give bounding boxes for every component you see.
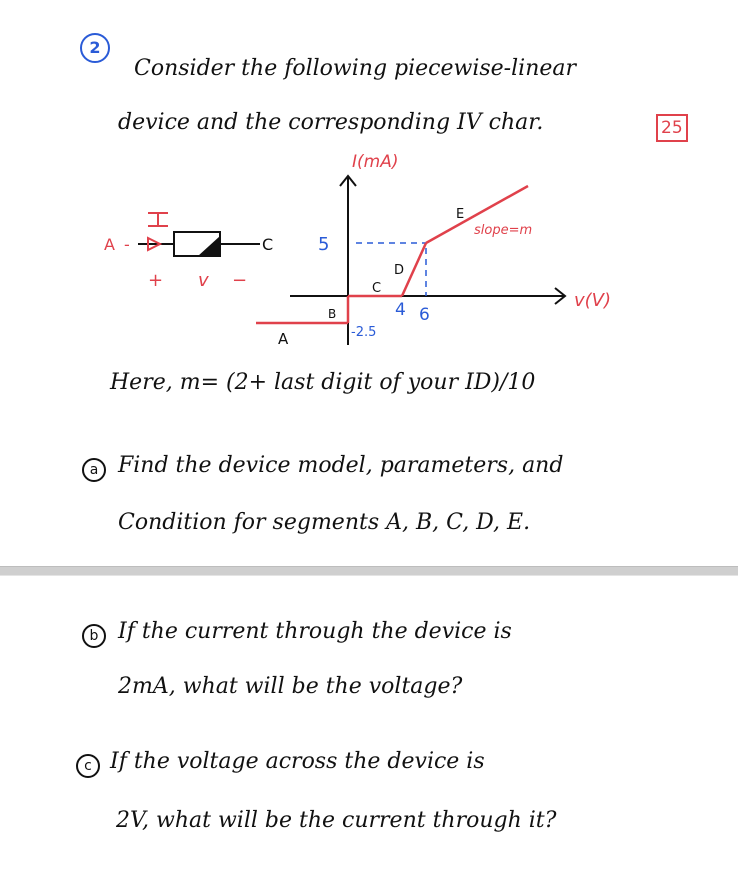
segment-e-label: E bbox=[456, 207, 465, 222]
terminal-a-label: A bbox=[104, 235, 115, 254]
page-lower-section bbox=[0, 576, 738, 884]
marks-badge: 25 bbox=[656, 114, 688, 142]
y-tick-5: 5 bbox=[318, 234, 330, 255]
slope-label: slope=m bbox=[474, 223, 533, 238]
question-number-badge: 2 bbox=[80, 33, 110, 63]
part-c-marker: c bbox=[76, 754, 100, 778]
segment-d-label: D bbox=[394, 263, 405, 278]
part-c-line-1: If the voltage across the device is bbox=[110, 749, 485, 774]
note-line: Here, m= (2+ last digit of your ID)/10 bbox=[110, 370, 536, 395]
y-axis-label: I(mA) bbox=[352, 152, 399, 172]
terminal-c-label: C bbox=[262, 235, 274, 254]
part-a-line-1: Find the device model, parameters, and bbox=[118, 453, 564, 478]
voltage-symbol: v bbox=[198, 270, 209, 291]
part-a-marker: a bbox=[82, 458, 106, 482]
segment-d-line bbox=[402, 243, 426, 296]
device-symbol bbox=[138, 213, 260, 256]
svg-text:-: - bbox=[124, 235, 130, 254]
segment-a-label: A bbox=[278, 330, 289, 348]
question-text-line-2: device and the corresponding IV char. bbox=[118, 110, 544, 135]
part-c-line-2: 2V, what will be the current through it? bbox=[116, 808, 557, 833]
minus-sign: − bbox=[232, 270, 248, 291]
question-text-line-1: Consider the following piecewise-linear bbox=[134, 56, 577, 81]
x-tick-6: 6 bbox=[419, 305, 430, 325]
iv-characteristic bbox=[256, 186, 528, 323]
x-tick-4: 4 bbox=[395, 300, 406, 320]
page-divider bbox=[0, 566, 738, 576]
segment-c-label: C bbox=[372, 281, 382, 296]
x-axis-label: v(V) bbox=[574, 290, 612, 311]
segment-b-label: B bbox=[328, 307, 337, 321]
part-b-line-2: 2mA, what will be the voltage? bbox=[118, 674, 463, 699]
part-b-marker: b bbox=[82, 624, 106, 648]
part-b-line-1: If the current through the device is bbox=[118, 619, 512, 644]
plus-sign: + bbox=[148, 270, 164, 291]
part-a-line-2: Condition for segments A, B, C, D, E. bbox=[118, 510, 531, 535]
y-tick-neg: -2.5 bbox=[351, 325, 377, 340]
